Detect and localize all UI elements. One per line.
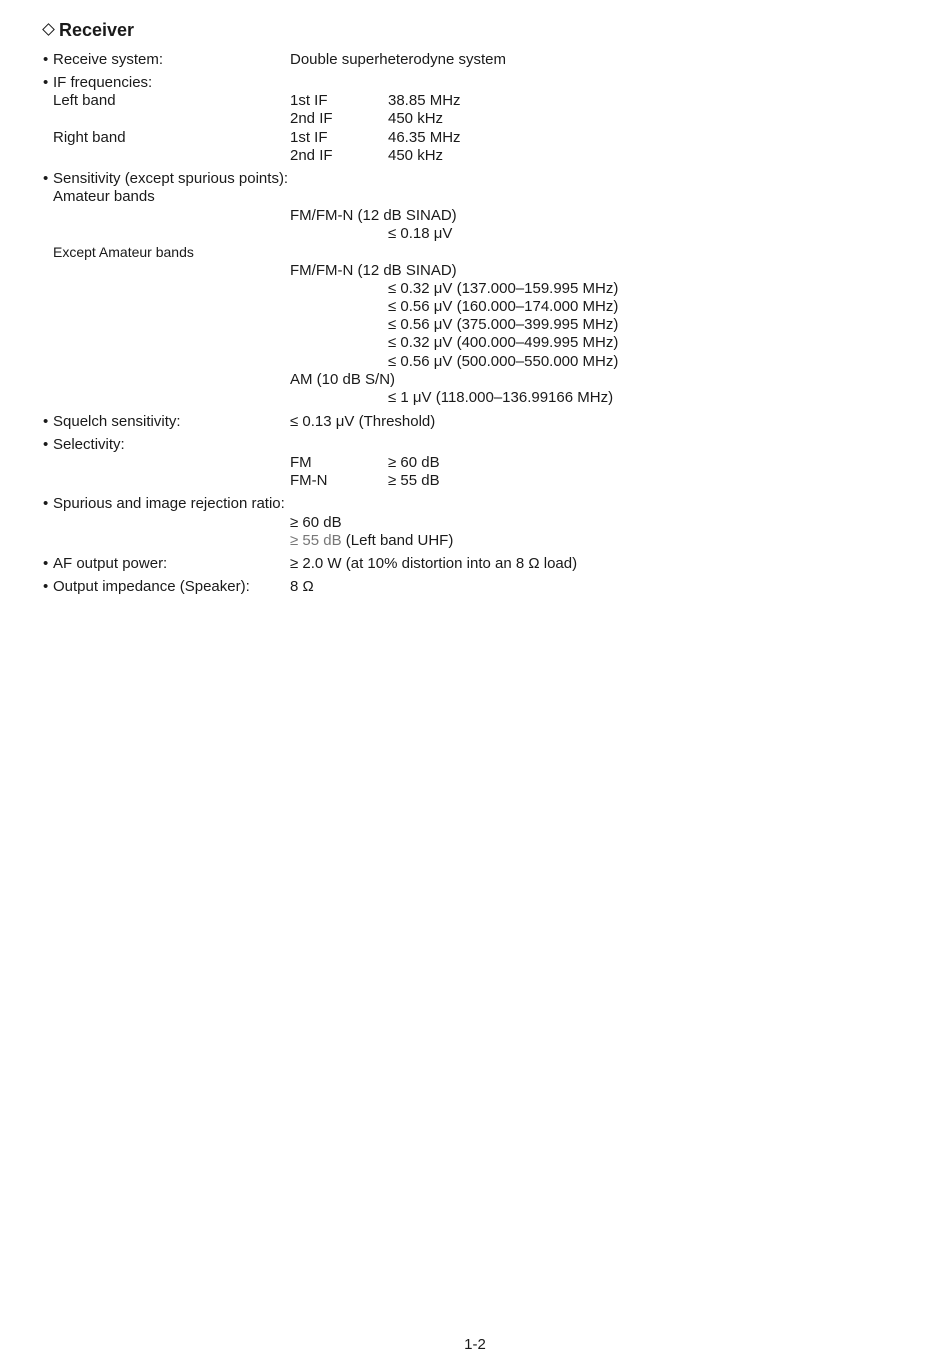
bullet: • (43, 578, 49, 595)
amateur-value: ≤ 0.18 μV (388, 225, 453, 242)
bullet: • (43, 413, 49, 430)
bullet: • (43, 555, 49, 572)
left-2nd-if-value: 450 kHz (388, 110, 444, 127)
af-output-value: ≥ 2.0 W (at 10% distortion into an 8 Ω load) (290, 555, 578, 572)
output-impedance-label: Output impedance (Speaker): (53, 578, 250, 595)
bullet: • (43, 51, 49, 68)
right-band-label: Right band (53, 129, 126, 146)
sensitivity-label: Sensitivity (except spurious points): (53, 170, 289, 187)
amateur-bands-label: Amateur bands (53, 188, 155, 205)
left-1st-if-value: 38.85 MHz (388, 92, 461, 109)
except-mode: FM/FM-N (12 dB SINAD) (290, 262, 457, 279)
squelch-value: ≤ 0.13 μV (Threshold) (290, 413, 436, 430)
am-value: ≤ 1 μV (118.000–136.99166 MHz) (388, 389, 614, 406)
am-mode: AM (10 dB S/N) (290, 371, 396, 388)
amateur-mode: FM/FM-N (12 dB SINAD) (290, 207, 457, 224)
page-number: 1-2 (464, 1336, 486, 1353)
except-value: ≤ 0.32 μV (137.000–159.995 MHz) (388, 280, 619, 297)
right-1st-if-value: 46.35 MHz (388, 129, 461, 146)
bullet: • (43, 74, 49, 91)
selectivity-fm-value: ≥ 60 dB (388, 454, 440, 471)
spurious-value-2-limit: ≥ 55 dB (290, 532, 342, 549)
spurious-value-2-note: (Left band UHF) (345, 532, 454, 549)
except-value: ≤ 0.56 μV (160.000–174.000 MHz) (388, 298, 619, 315)
bullet: • (43, 495, 49, 512)
receive-system-value: Double superheterodyne system (290, 51, 506, 68)
right-2nd-if-name: 2nd IF (290, 147, 333, 164)
squelch-label: Squelch sensitivity: (53, 413, 181, 430)
section-heading (44, 20, 134, 41)
right-2nd-if-value: 450 kHz (388, 147, 444, 164)
left-2nd-if-name: 2nd IF (290, 110, 333, 127)
left-1st-if-name: 1st IF (290, 92, 328, 109)
bullet: • (43, 170, 49, 187)
receive-system-label: Receive system: (53, 51, 164, 68)
output-impedance-value: 8 Ω (290, 578, 314, 595)
section-title: Receiver (59, 20, 135, 40)
selectivity-fmn-value: ≥ 55 dB (388, 472, 440, 489)
selectivity-label: Selectivity: (53, 436, 125, 453)
except-amateur-label: Except Amateur bands (53, 244, 194, 260)
left-band-label: Left band (53, 92, 116, 109)
spurious-label: Spurious and image rejection ratio: (53, 495, 285, 512)
except-value: ≤ 0.56 μV (500.000–550.000 MHz) (388, 353, 619, 370)
spurious-value-2 (290, 532, 453, 550)
diamond-icon (42, 23, 55, 36)
except-value: ≤ 0.56 μV (375.000–399.995 MHz) (388, 316, 619, 333)
except-value: ≤ 0.32 μV (400.000–499.995 MHz) (388, 334, 619, 351)
selectivity-fm-name: FM (290, 454, 312, 471)
right-1st-if-name: 1st IF (290, 129, 328, 146)
af-output-label: AF output power: (53, 555, 168, 572)
spurious-value-1: ≥ 60 dB (290, 514, 342, 531)
bullet: • (43, 436, 49, 453)
selectivity-fmn-name: FM-N (290, 472, 328, 489)
if-frequencies-label: IF frequencies: (53, 74, 153, 91)
